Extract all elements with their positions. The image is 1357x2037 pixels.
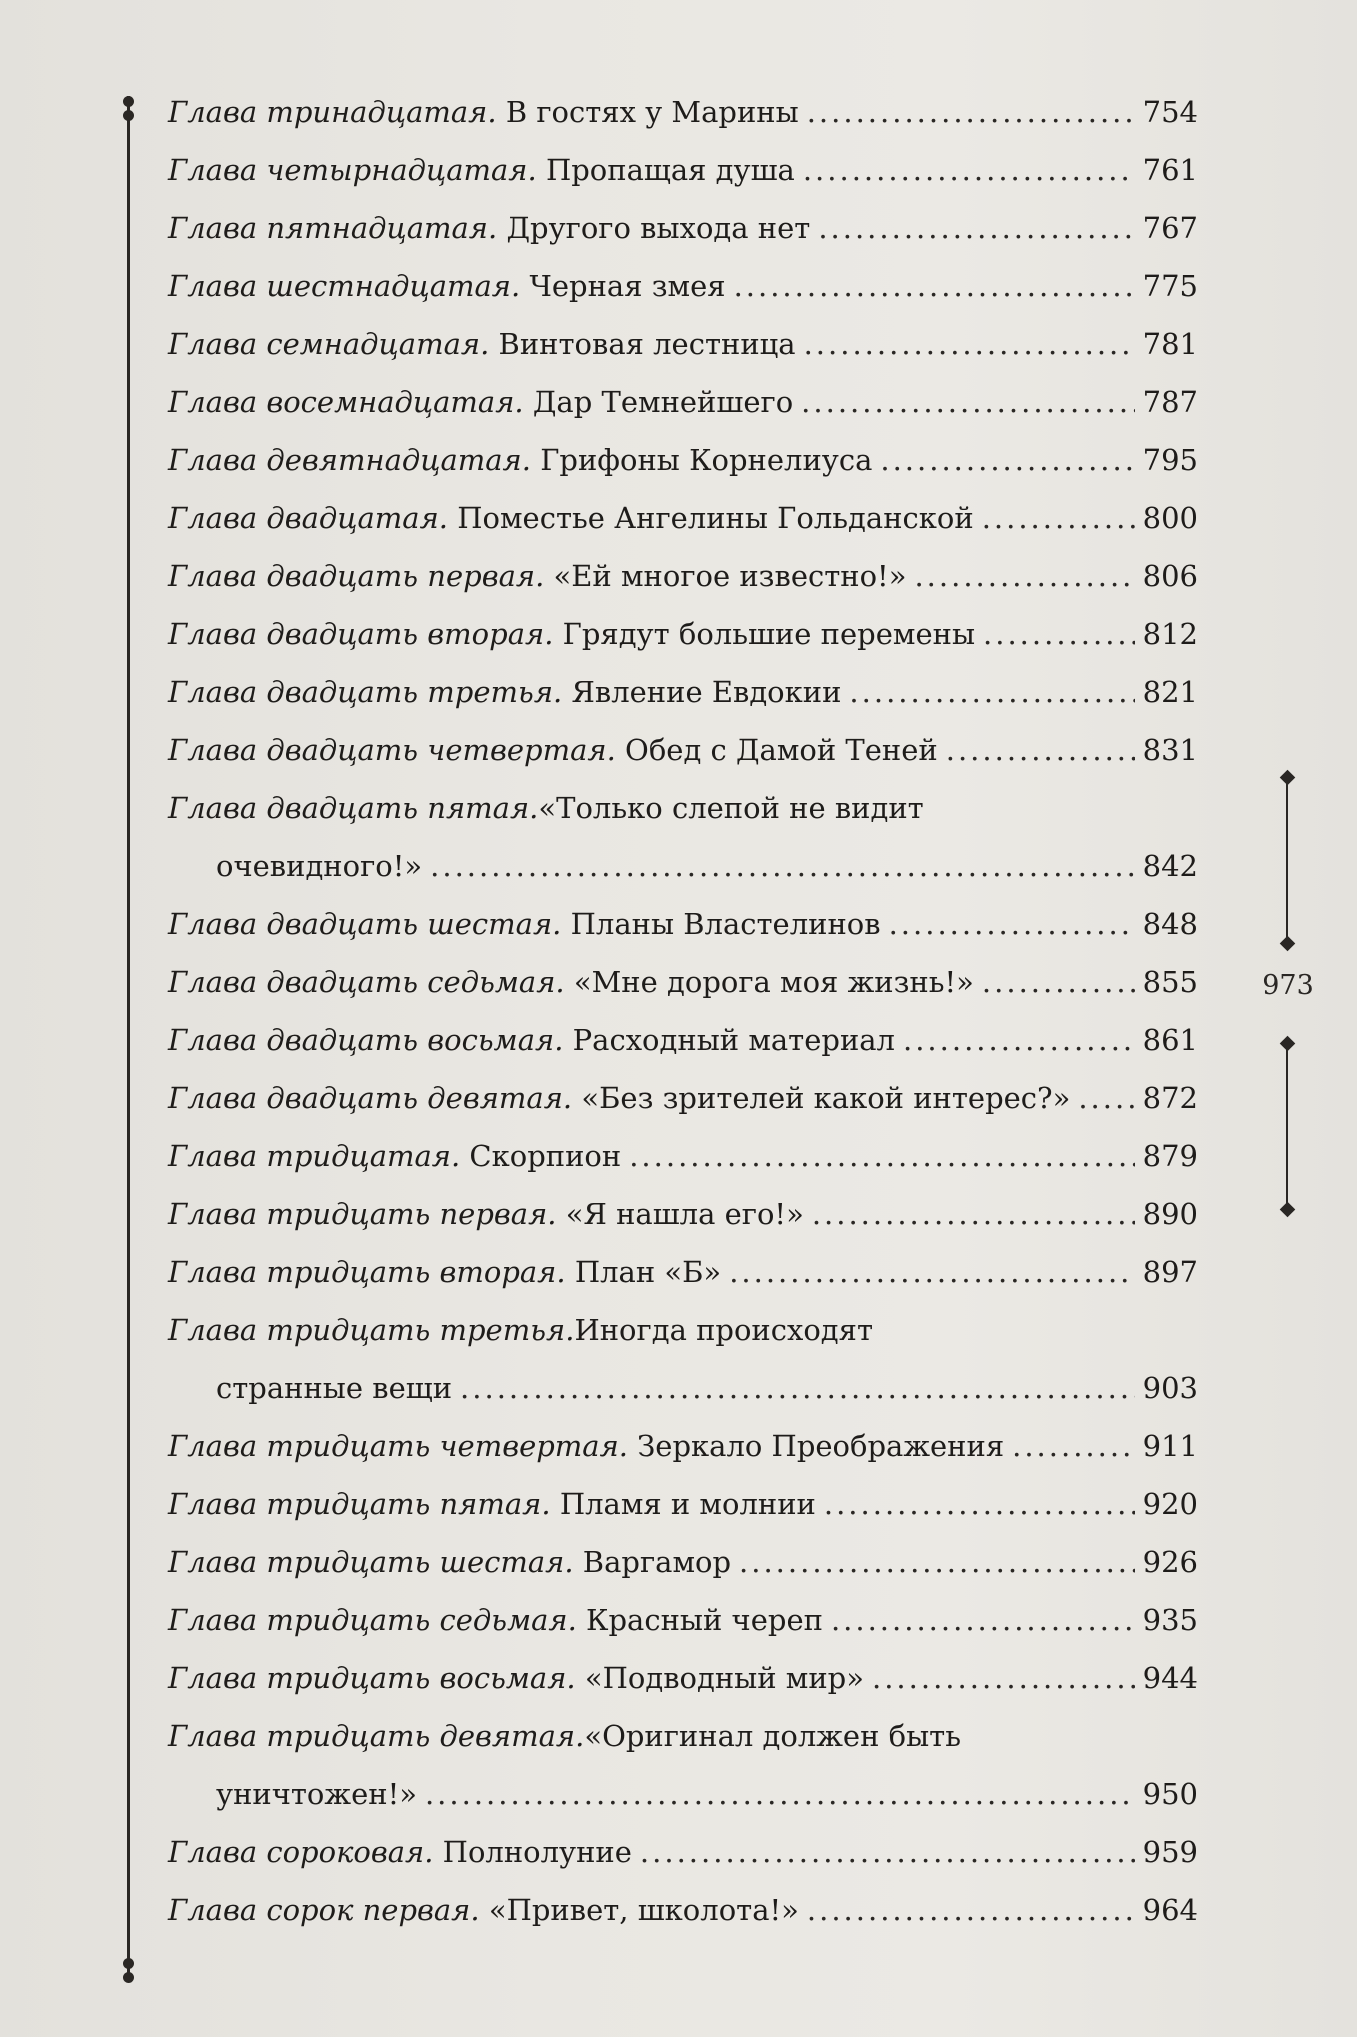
chapter-page-number: 879 — [1142, 1139, 1198, 1173]
rule-bottom-dot — [123, 1958, 134, 1969]
chapter-page-number: 950 — [1142, 1777, 1198, 1811]
dot-leader — [629, 1136, 1134, 1176]
chapter-title: «Я нашла его!» — [565, 1197, 804, 1231]
dot-leader — [807, 1890, 1135, 1930]
toc-entry-line — [168, 672, 1198, 712]
toc-entry-line — [168, 1600, 1198, 1640]
dot-leader — [824, 1484, 1135, 1524]
toc-entry-line — [168, 614, 1198, 654]
dot-leader — [807, 92, 1135, 132]
toc-entry-line — [168, 962, 1198, 1002]
dot-leader — [739, 1542, 1135, 1582]
chapter-page-number: 903 — [1142, 1371, 1198, 1405]
chapter-page-number: 831 — [1142, 733, 1198, 767]
chapter-number: Глава тридцатая. — [168, 1139, 461, 1173]
chapter-title: Черная змея — [529, 269, 726, 303]
toc-entry-line — [168, 1484, 1198, 1524]
chapter-number: Глава двадцать вторая. — [168, 617, 554, 651]
toc-entry-line — [216, 1368, 1198, 1408]
chapter-number: Глава двадцать четвертая. — [168, 733, 616, 767]
chapter-title: Дар Темнейшего — [532, 385, 794, 419]
rule-top-dot-2 — [123, 110, 134, 121]
chapter-number: Глава двадцать восьмая. — [168, 1023, 564, 1057]
chapter-page-number: 911 — [1142, 1429, 1198, 1463]
chapter-number: Глава шестнадцатая. — [168, 269, 521, 303]
toc-entry-line — [168, 1716, 961, 1756]
chapter-number: Глава тридцать первая. — [168, 1197, 557, 1231]
dot-leader — [430, 846, 1134, 886]
chapter-number: Глава двадцатая. — [168, 501, 449, 535]
chapter-title: Грядут большие перемены — [562, 617, 976, 651]
chapter-number: Глава сорок первая. — [168, 1893, 480, 1927]
dot-leader — [1078, 1078, 1134, 1118]
chapter-title: «Подводный мир» — [584, 1661, 864, 1695]
chapter-title: Другого выхода нет — [506, 211, 811, 245]
chapter-page-number: 964 — [1142, 1893, 1198, 1927]
toc-entry-line — [168, 1194, 1198, 1234]
chapter-page-number: 872 — [1142, 1081, 1198, 1115]
chapter-page-number: 795 — [1142, 443, 1198, 477]
toc-entry-line — [168, 150, 1198, 190]
chapter-title: Обед с Дамой Теней — [625, 733, 938, 767]
chapter-title: Расходный материал — [572, 1023, 895, 1057]
toc-entry-line — [168, 1426, 1198, 1466]
toc-entry-line — [168, 1020, 1198, 1060]
chapter-page-number: 935 — [1142, 1603, 1198, 1637]
chapter-number: Глава двадцать шестая. — [168, 907, 562, 941]
dot-leader — [982, 962, 1135, 1002]
chapter-number: Глава тридцать третья. — [168, 1313, 575, 1347]
chapter-title: Зеркало Преображения — [637, 1429, 1005, 1463]
chapter-page-number: 761 — [1142, 153, 1198, 187]
toc-entry-line — [168, 1832, 1198, 1872]
toc-entry-line — [168, 92, 1198, 132]
chapter-page-number: 821 — [1142, 675, 1198, 709]
chapter-title: «Мне дорога моя жизнь!» — [573, 965, 974, 999]
chapter-number: Глава тридцать седьмая. — [168, 1603, 577, 1637]
toc-entry-line — [168, 208, 1198, 248]
chapter-title: План «Б» — [574, 1255, 722, 1289]
chapter-number: Глава тринадцатая. — [168, 95, 497, 129]
dot-leader — [734, 266, 1135, 306]
rule-bottom-dot-2 — [123, 1972, 134, 1983]
chapter-page-number: 812 — [1142, 617, 1198, 651]
ornament-upper-rule — [1286, 780, 1288, 944]
chapter-title: Красный череп — [586, 1603, 823, 1637]
chapter-number: Глава пятнадцатая. — [168, 211, 498, 245]
dot-leader — [880, 440, 1134, 480]
dot-leader — [818, 208, 1134, 248]
chapter-number: Глава сороковая. — [168, 1835, 434, 1869]
dot-leader — [803, 150, 1135, 190]
chapter-title: Явление Евдокии — [571, 675, 842, 709]
chapter-title: «Ей многое известно!» — [553, 559, 907, 593]
toc-entry-line — [168, 788, 924, 828]
chapter-page-number: 855 — [1142, 965, 1198, 999]
chapter-page-number: 897 — [1142, 1255, 1198, 1289]
chapter-title-continuation: очевидного!» — [216, 849, 423, 883]
chapter-page-number: 959 — [1142, 1835, 1198, 1869]
chapter-number: Глава четырнадцатая. — [168, 153, 537, 187]
chapter-title: Варгамор — [582, 1545, 732, 1579]
ornament-diamond-icon — [1280, 1202, 1296, 1218]
dot-leader — [903, 1020, 1135, 1060]
chapter-title: «Без зрителей какой интерес?» — [581, 1081, 1071, 1115]
chapter-number: Глава тридцать девятая. — [168, 1719, 585, 1753]
toc-entry-line — [168, 1310, 873, 1350]
chapter-page-number: 787 — [1142, 385, 1198, 419]
chapter-number: Глава тридцать четвертая. — [168, 1429, 629, 1463]
dot-leader — [729, 1252, 1134, 1292]
ornament-diamond-icon — [1280, 936, 1296, 952]
chapter-page-number: 842 — [1142, 849, 1198, 883]
toc-entry-line — [168, 324, 1198, 364]
rule-top-dot — [123, 96, 134, 107]
toc-entry-line — [168, 1078, 1198, 1118]
chapter-page-number: 920 — [1142, 1487, 1198, 1521]
chapter-page-number: 800 — [1142, 501, 1198, 535]
chapter-page-number: 890 — [1142, 1197, 1198, 1231]
dot-leader — [804, 324, 1135, 364]
page-number: 973 — [1262, 970, 1314, 1001]
dot-leader — [982, 498, 1135, 538]
chapter-title: Планы Властелинов — [570, 907, 881, 941]
chapter-page-number: 926 — [1142, 1545, 1198, 1579]
chapter-number: Глава девятнадцатая. — [168, 443, 531, 477]
toc-entry-line — [168, 1890, 1198, 1930]
chapter-number: Глава семнадцатая. — [168, 327, 490, 361]
toc-entry-line — [216, 846, 1198, 886]
chapter-page-number: 775 — [1142, 269, 1198, 303]
toc-entry-line — [168, 730, 1198, 770]
dot-leader — [831, 1600, 1135, 1640]
dot-leader — [889, 904, 1135, 944]
chapter-number: Глава двадцать девятая. — [168, 1081, 573, 1115]
chapter-title: «Оригинал должен быть — [584, 1719, 962, 1753]
chapter-number: Глава восемнадцатая. — [168, 385, 524, 419]
chapter-title: Пламя и молнии — [559, 1487, 816, 1521]
chapter-number: Глава тридцать вторая. — [168, 1255, 566, 1289]
dot-leader — [872, 1658, 1135, 1698]
toc-entry-line — [168, 382, 1198, 422]
chapter-title: Скорпион — [469, 1139, 622, 1173]
dot-leader — [640, 1832, 1135, 1872]
toc-entry-line — [168, 266, 1198, 306]
chapter-page-number: 767 — [1142, 211, 1198, 245]
dot-leader — [460, 1368, 1135, 1408]
chapter-title: «Только слепой не видит — [538, 791, 924, 825]
chapter-page-number: 861 — [1142, 1023, 1198, 1057]
dot-leader — [983, 614, 1135, 654]
toc-entry-line — [168, 498, 1198, 538]
chapter-title: Грифоны Корнелиуса — [540, 443, 873, 477]
chapter-number: Глава двадцать пятая. — [168, 791, 539, 825]
chapter-number: Глава тридцать пятая. — [168, 1487, 551, 1521]
dot-leader — [812, 1194, 1135, 1234]
chapter-number: Глава двадцать первая. — [168, 559, 545, 593]
chapter-title: В гостях у Марины — [505, 95, 799, 129]
chapter-number: Глава тридцать восьмая. — [168, 1661, 576, 1695]
chapter-title: Иногда происходят — [574, 1313, 874, 1347]
chapter-title-continuation: странные вещи — [216, 1371, 453, 1405]
chapter-page-number: 806 — [1142, 559, 1198, 593]
chapter-title: Полнолуние — [442, 1835, 632, 1869]
chapter-page-number: 944 — [1142, 1661, 1198, 1695]
toc-entry-line — [216, 1774, 1198, 1814]
toc-entry-line — [168, 1136, 1198, 1176]
chapter-title: Пропащая душа — [545, 153, 795, 187]
dot-leader — [849, 672, 1134, 712]
chapter-title: Поместье Ангелины Гольданской — [457, 501, 974, 535]
chapter-page-number: 754 — [1142, 95, 1198, 129]
toc-entry-line — [168, 440, 1198, 480]
chapter-number: Глава двадцать седьмая. — [168, 965, 565, 999]
chapter-page-number: 848 — [1142, 907, 1198, 941]
chapter-title: Винтовая лестница — [498, 327, 796, 361]
toc-entry-line — [168, 904, 1198, 944]
chapter-page-number: 781 — [1142, 327, 1198, 361]
chapter-number: Глава двадцать третья. — [168, 675, 563, 709]
toc-entry-line — [168, 1658, 1198, 1698]
toc-entry-line — [168, 1252, 1198, 1292]
dot-leader — [946, 730, 1135, 770]
ornament-lower-rule — [1286, 1046, 1288, 1210]
dot-leader — [801, 382, 1134, 422]
toc-entry-line — [168, 556, 1198, 596]
left-decorative-rule — [127, 96, 130, 1978]
dot-leader — [914, 556, 1134, 596]
chapter-number: Глава тридцать шестая. — [168, 1545, 574, 1579]
chapter-title-continuation: уничтожен!» — [216, 1777, 417, 1811]
dot-leader — [425, 1774, 1135, 1814]
chapter-title: «Привет, школота!» — [488, 1893, 799, 1927]
toc-entry-line — [168, 1542, 1198, 1582]
dot-leader — [1012, 1426, 1135, 1466]
